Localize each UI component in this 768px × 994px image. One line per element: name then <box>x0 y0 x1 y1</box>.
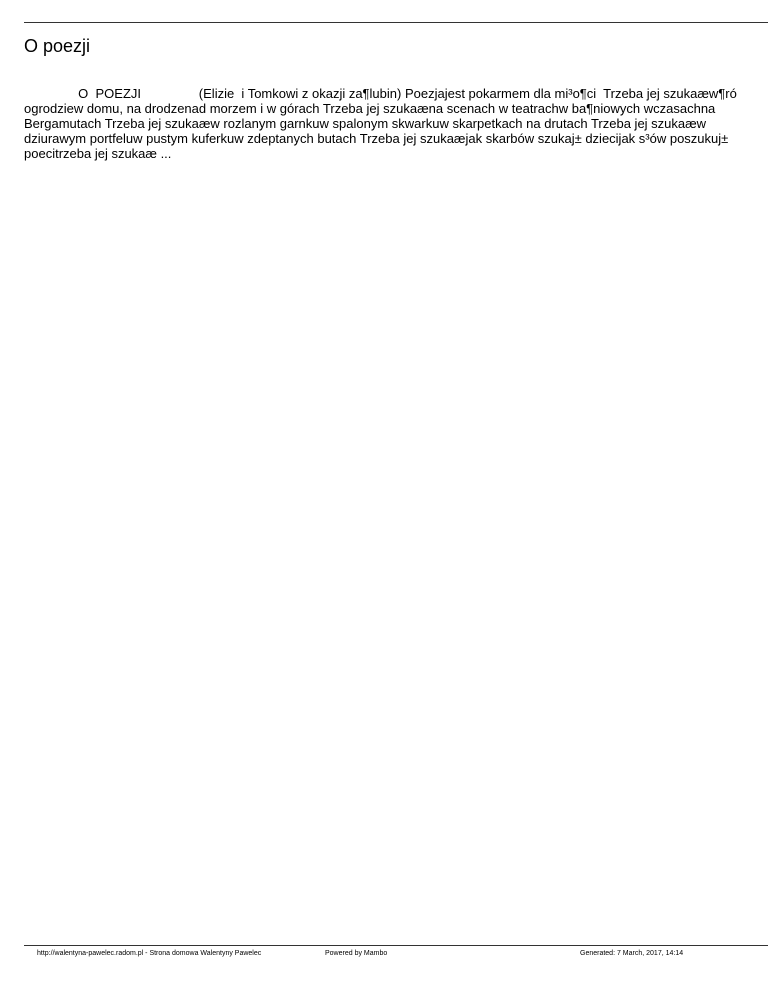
article-line: Bergamutach Trzeba jej szukaæw rozlanym garnkuw spalonym skwarkuw skarpetkach na drutach Trzeba jej szukaæw <box>24 116 707 131</box>
article-body <box>24 86 766 161</box>
footer-site-info: http://walentyna-pawelec.radom.pl - Strona domowa Walentyny Pawelec <box>37 950 262 957</box>
page-title: O poezji <box>24 36 91 56</box>
article-line: dziurawym portfeluw pustym kuferkuw zdeptanych butach Trzeba jej szukaæjak skarbów szukaj± dziecijak s³ów poszukuj± <box>24 131 729 146</box>
header-divider <box>24 22 768 23</box>
article-line: ogrodziew domu, na drodzenad morzem i w górach Trzeba jej szukaæna scenach w teatrachw ba¶niowych wczasachna <box>24 101 716 116</box>
footer-divider <box>24 945 768 946</box>
footer-powered-by: Powered by Mambo <box>325 950 388 957</box>
article-line: poecitrzeba jej szukaæ ... <box>24 146 172 161</box>
footer-generated-date: Generated: 7 March, 2017, 14:14 <box>580 950 684 957</box>
article-line: O POEZJI (Elizie i Tomkowi z okazji za¶lubin) Poezjajest pokarmem dla mi³o¶ci Trzeba jej szukaæw¶ró <box>24 86 737 101</box>
